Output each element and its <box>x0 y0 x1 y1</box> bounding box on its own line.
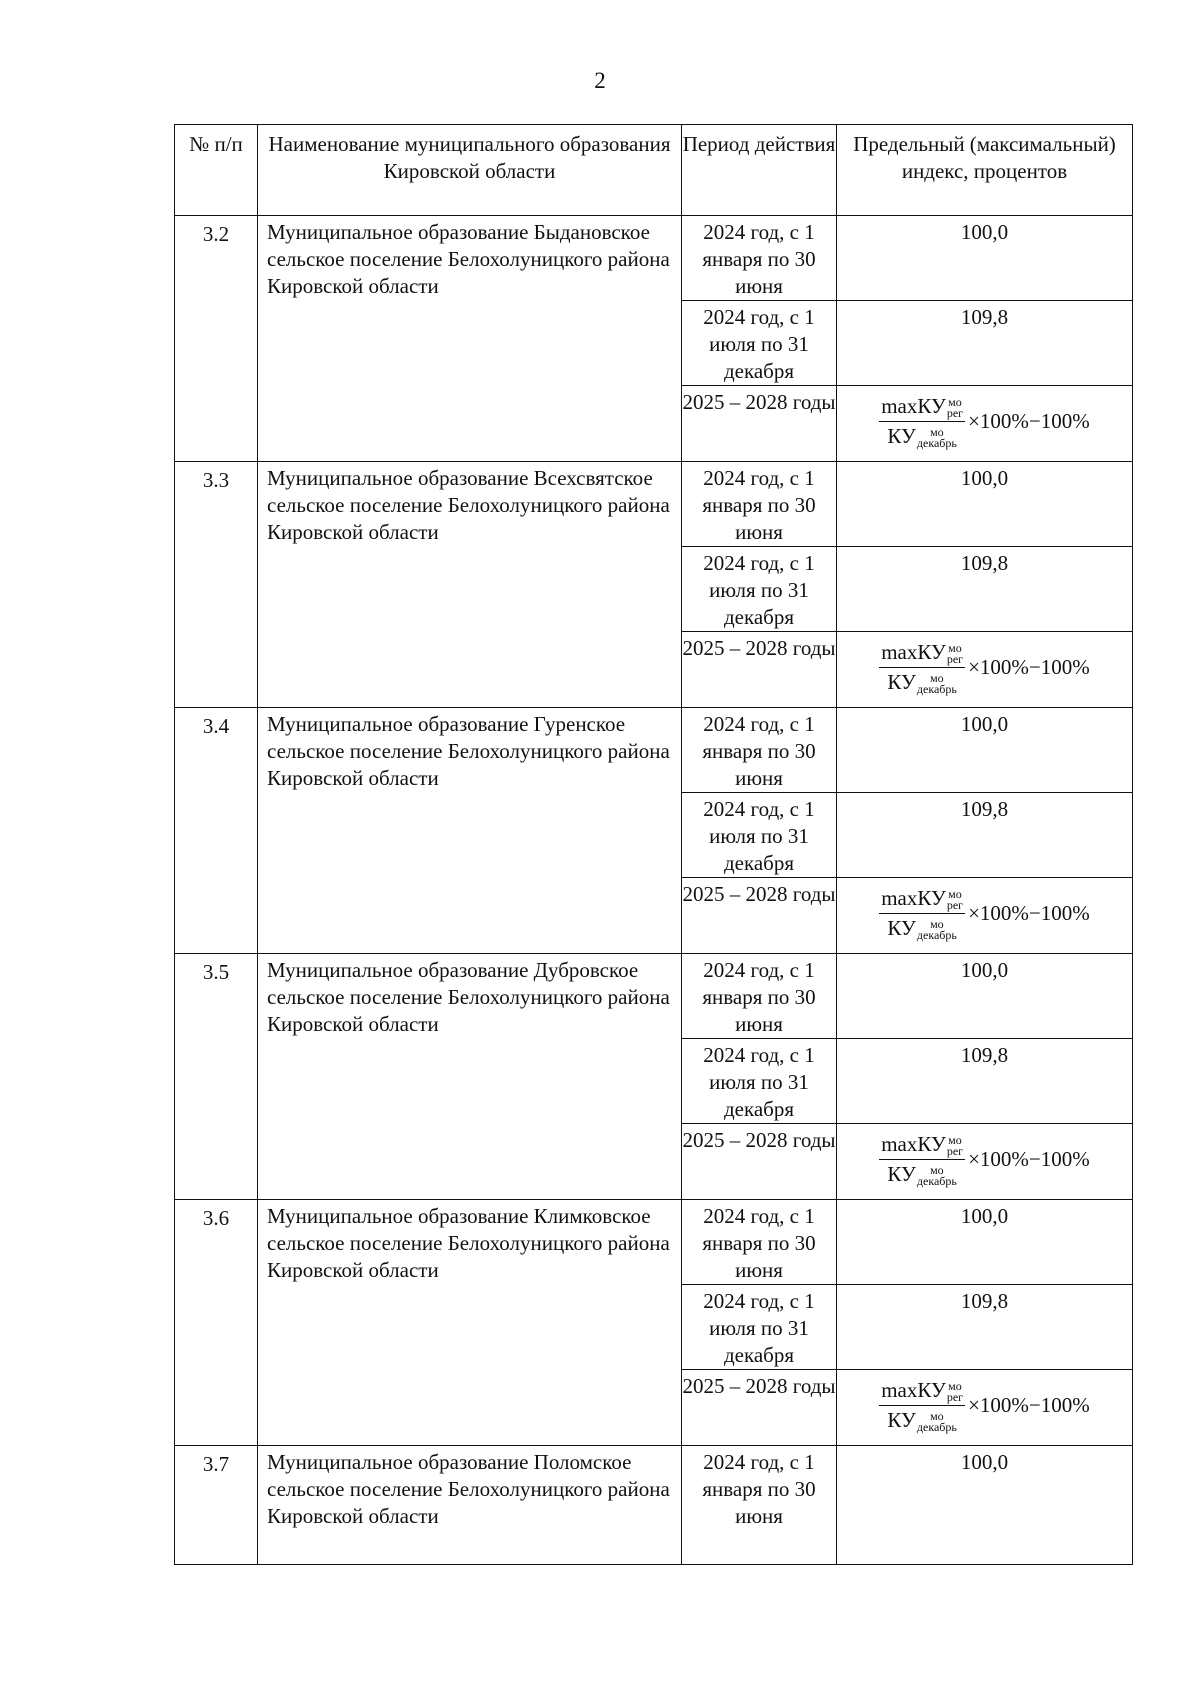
index-cell: 109,8 <box>837 547 1133 632</box>
row-number: 3.7 <box>175 1446 258 1565</box>
index-cell: 100,0 <box>837 216 1133 301</box>
period-cell: 2024 год, с 1 июля по 31 декабря <box>682 1039 837 1124</box>
period-cell: 2024 год, с 1 июля по 31 декабря <box>682 793 837 878</box>
formula-numerator: maxКУ мо рег <box>881 886 964 913</box>
index-cell: 109,8 <box>837 1285 1133 1370</box>
formula-rest: ×100%−100% <box>968 1393 1090 1417</box>
index-formula <box>879 1377 1090 1434</box>
index-cell <box>837 878 1133 954</box>
municipality-name: Муниципальное образование Поломское сельское поселение Белохолуницкого района Кировской области <box>258 1446 682 1565</box>
table-row <box>175 708 1133 793</box>
index-cell: 100,0 <box>837 1446 1133 1565</box>
formula-rest: ×100%−100% <box>968 1147 1090 1171</box>
formula-denominator: КУ мо декабрь <box>887 1162 957 1189</box>
municipality-name: Муниципальное образование Быдановское сельское поселение Белохолуницкого района Кировской области <box>258 216 682 462</box>
table-header-row <box>175 125 1133 216</box>
period-cell: 2025 – 2028 годы <box>682 1124 837 1200</box>
period-cell: 2024 год, с 1 января по 30 июня <box>682 708 837 793</box>
period-cell: 2025 – 2028 годы <box>682 878 837 954</box>
period-cell: 2024 год, с 1 января по 30 июня <box>682 462 837 547</box>
table-row <box>175 1200 1133 1285</box>
index-formula <box>879 639 1090 696</box>
formula-denominator: КУ мо декабрь <box>887 1408 957 1435</box>
municipality-name: Муниципальное образование Всехсвятское сельское поселение Белохолуницкого района Кировской области <box>258 462 682 708</box>
index-cell <box>837 632 1133 708</box>
formula-fraction <box>879 1377 965 1434</box>
period-cell: 2025 – 2028 годы <box>682 386 837 462</box>
formula-fraction <box>879 1131 965 1188</box>
index-formula <box>879 393 1090 450</box>
period-cell: 2025 – 2028 годы <box>682 632 837 708</box>
header-name: Наименование муниципального образования Кировской области <box>258 125 682 216</box>
formula-rest: ×100%−100% <box>968 901 1090 925</box>
period-cell: 2024 год, с 1 января по 30 июня <box>682 954 837 1039</box>
table-row <box>175 1446 1133 1565</box>
formula-denominator: КУ мо декабрь <box>887 916 957 943</box>
index-cell: 100,0 <box>837 954 1133 1039</box>
index-table <box>174 124 1133 1565</box>
page-number: 2 <box>594 68 606 93</box>
table-row <box>175 462 1133 547</box>
municipality-name: Муниципальное образование Дубровское сельское поселение Белохолуницкого района Кировской области <box>258 954 682 1200</box>
row-number: 3.4 <box>175 708 258 954</box>
formula-numerator: maxКУ мо рег <box>881 394 964 421</box>
row-number: 3.6 <box>175 1200 258 1446</box>
period-cell: 2024 год, с 1 января по 30 июня <box>682 216 837 301</box>
formula-numerator: maxКУ мо рег <box>881 640 964 667</box>
index-cell <box>837 1124 1133 1200</box>
period-cell: 2024 год, с 1 июля по 31 декабря <box>682 1285 837 1370</box>
period-cell: 2024 год, с 1 июля по 31 декабря <box>682 301 837 386</box>
period-cell: 2024 год, с 1 января по 30 июня <box>682 1446 837 1565</box>
formula-fraction <box>879 639 965 696</box>
formula-fraction <box>879 885 965 942</box>
index-cell: 100,0 <box>837 708 1133 793</box>
municipality-name: Муниципальное образование Климковское сельское поселение Белохолуницкого района Кировской области <box>258 1200 682 1446</box>
index-cell: 109,8 <box>837 1039 1133 1124</box>
formula-numerator: maxКУ мо рег <box>881 1378 964 1405</box>
period-cell: 2024 год, с 1 января по 30 июня <box>682 1200 837 1285</box>
formula-rest: ×100%−100% <box>968 655 1090 679</box>
index-cell <box>837 1370 1133 1446</box>
row-number: 3.3 <box>175 462 258 708</box>
table-row <box>175 216 1133 301</box>
index-cell: 109,8 <box>837 793 1133 878</box>
formula-numerator: maxКУ мо рег <box>881 1132 964 1159</box>
header-period: Период действия <box>682 125 837 216</box>
row-number: 3.2 <box>175 216 258 462</box>
table-row <box>175 954 1133 1039</box>
formula-rest: ×100%−100% <box>968 409 1090 433</box>
header-index: Предельный (максимальный) индекс, процентов <box>837 125 1133 216</box>
row-number: 3.5 <box>175 954 258 1200</box>
index-formula <box>879 1131 1090 1188</box>
municipality-name: Муниципальное образование Гуренское сельское поселение Белохолуницкого района Кировской области <box>258 708 682 954</box>
formula-denominator: КУ мо декабрь <box>887 424 957 451</box>
index-formula <box>879 885 1090 942</box>
formula-fraction <box>879 393 965 450</box>
index-cell: 100,0 <box>837 462 1133 547</box>
index-cell <box>837 386 1133 462</box>
header-num: № п/п <box>175 125 258 216</box>
formula-denominator: КУ мо декабрь <box>887 670 957 697</box>
period-cell: 2025 – 2028 годы <box>682 1370 837 1446</box>
period-cell: 2024 год, с 1 июля по 31 декабря <box>682 547 837 632</box>
index-cell: 109,8 <box>837 301 1133 386</box>
index-cell: 100,0 <box>837 1200 1133 1285</box>
